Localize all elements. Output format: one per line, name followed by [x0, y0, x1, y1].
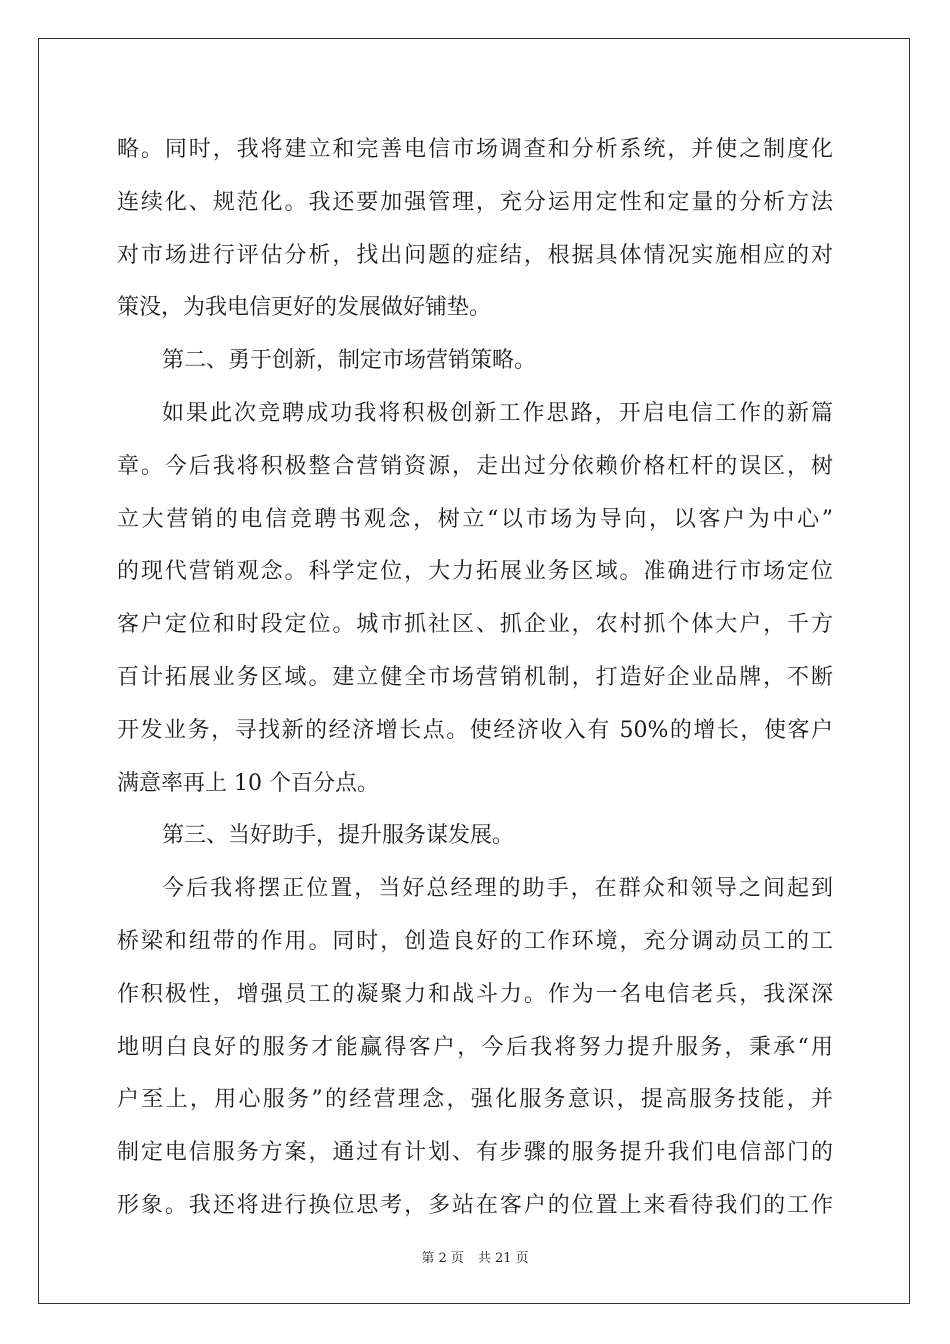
total-pages-label: 共 21 页 [477, 1251, 529, 1266]
text-line: 作积极性，增强员工的凝聚力和战斗力。作为一名电信老兵，我深深 [117, 981, 833, 1007]
text-line: 制定电信服务方案，通过有计划、有步骤的服务提升我们电信部门的 [117, 1140, 833, 1166]
text-line: 的现代营销观念。科学定位，大力拓展业务区域。准确进行市场定位 [117, 559, 833, 585]
text-line: 对市场进行评估分析，找出问题的症结，根据具体情况实施相应的对 [117, 242, 833, 268]
text-line: 策没，为我电信更好的发展做好铺垫。 [117, 295, 492, 321]
text-line: 连续化、规范化。我还要加强管理，充分运用定性和定量的分析方法 [117, 189, 833, 215]
text-line: 开发业务，寻找新的经济增长点。使经济收入有 50%的增长，使客户 [117, 717, 833, 743]
text-line: 今后我将摆正位置，当好总经理的助手，在群众和领导之间起到 [162, 876, 833, 902]
text-line: 略。同时，我将建立和完善电信市场调查和分析系统，并使之制度化 [117, 137, 833, 162]
current-page-label: 第 2 页 [421, 1251, 464, 1266]
text-line: 满意率再上 10 个百分点。 [117, 770, 379, 796]
text-line: 百计拓展业务区域。建立健全市场营销机制，打造好企业品牌，不断 [117, 664, 833, 690]
document-body [117, 124, 833, 1233]
page-footer [0, 1247, 950, 1266]
text-line: 立大营销的电信竞聘书观念，树立“以市场为导向，以客户为中心” [117, 506, 833, 532]
text-line: 第二、勇于创新，制定市场营销策略。 [162, 348, 537, 374]
text-line: 户至上，用心服务”的经营理念，强化服务意识，提高服务技能，并 [117, 1087, 833, 1113]
text-line: 地明白良好的服务才能赢得客户，今后我将努力提升服务，秉承“用 [117, 1034, 833, 1060]
text-line: 形象。我还将进行换位思考，多站在客户的位置上来看待我们的工作 [117, 1192, 833, 1218]
text-line: 桥梁和纽带的作用。同时，创造良好的工作环境，充分调动员工的工 [117, 928, 833, 954]
text-line: 章。今后我将积极整合营销资源，走出过分依赖价格杠杆的误区，树 [117, 453, 833, 479]
text-line: 第三、当好助手，提升服务谋发展。 [162, 823, 515, 849]
text-line: 客户定位和时段定位。城市抓社区、抓企业，农村抓个体大户，千方 [117, 612, 833, 638]
text-line: 如果此次竞聘成功我将积极创新工作思路，开启电信工作的新篇 [162, 400, 833, 426]
